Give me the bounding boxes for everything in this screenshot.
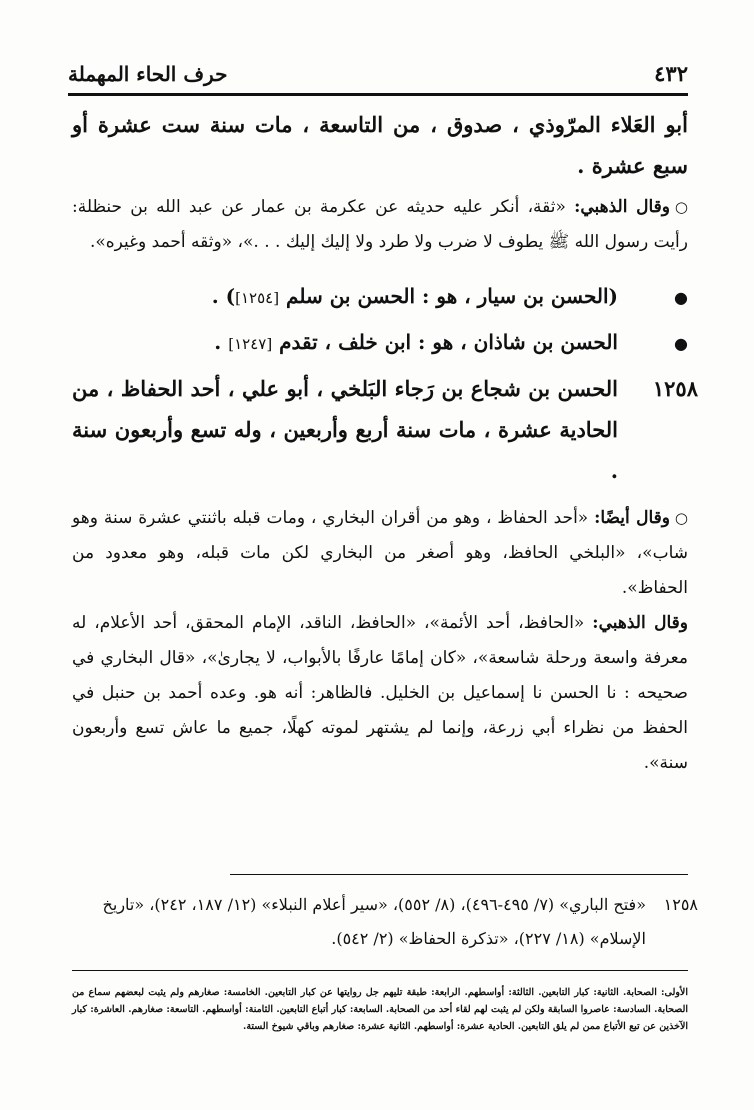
dhahabi-quote-1 <box>72 190 688 260</box>
cross-ref-number: [١٢٤٧] <box>228 335 273 353</box>
footnote-separator <box>230 874 688 875</box>
circle-icon: ○ <box>674 509 689 527</box>
quote-text: «الحافظ، أحد الأئمة»، «الحافظ، الناقد، الإمام المحقق، أحد الأعلام، له معرفة واسعة ورحلة شاسعة»، «كان إمامًا عارفًا بالأبواب، لا يجارىٰ»، «قال البخاري في صحيحه : نا الحسن نا إسماعيل بن الخليل. فالظاهر: أنه هو. وعده أحمد بن حنبل في الحفظ من نظراء أبي زرعة، وإنما لم يشتهر لموته كهلًا، جميع ما عاش تسع وأربعون سنة». <box>72 613 688 773</box>
page-number: ٤٣٢ <box>654 61 688 86</box>
footnote-text: «فتح الباري» (٧/ ٤٩٥-٤٩٦)، (٨/ ٥٥٢)، «سير أعلام النبلاء» (١٢/ ١٨٧، ٢٤٢)، «تاريخ الإسلام» (١٨/ ٢٢٧)، «تذكرة الحفاظ» (٢/ ٥٤٢). <box>102 895 646 948</box>
footnote-number: ١٢٥٨ <box>663 895 698 914</box>
circle-icon: ○ <box>674 198 688 216</box>
quote-label: وقال أيضًا: <box>594 508 671 528</box>
quote-text: «ثقة، أنكر عليه حديثه عن عكرمة بن عمار عن عبد الله بن حنظلة: رأيت رسول الله ﷺ يطوف لا ضرب ولا طرد ولا إليك إليك . . .»، «وثقه أحمد وغيره». <box>72 197 688 252</box>
bullet-icon: ● <box>674 334 688 353</box>
cross-ref-tail: ) . <box>211 284 236 308</box>
also-quote <box>72 501 688 606</box>
tabaqat-legend: الأولى: الصحابة. الثانية: كبار التابعين. الثالثة: أواسطهم. الرابعة: طبقة تليهم جل روايتها عن كبار التابعين. الخامسة: صغارهم ولم يثبت لبعضهم سماع من الصحابة. السادسة: عاصروا السابقة ولكن لم يثبت لهم لقاء أحد من الصحابة. السابعة: كبار أتباع التابعين. الثامنة: أواسطهم. التاسعة: صغارهم. العاشرة: كبار الآخذين عن تبع الأتباع ممن لم يلق التابعين. الحادية عشرة: أواسطهم. الثانية عشرة: صغارهم وباقي شيوخ الستة. <box>72 987 688 1032</box>
header-rule <box>68 93 688 96</box>
dhahabi-quote-2 <box>72 606 688 781</box>
bullet-icon: ● <box>674 288 688 307</box>
main-text <box>72 104 698 781</box>
cross-ref-text: (الحسن بن سيار ، هو : الحسن بن سلم <box>279 284 618 308</box>
cross-ref-number: [١٢٥٤] <box>235 289 280 307</box>
quote-label: وقال الذهبي: <box>574 197 670 217</box>
entry-continuation: أبو العَلاء المرّوذي ، صدوق ، من التاسعة ، مات سنة ست عشرة أو سبع عشرة . <box>72 112 688 178</box>
cross-ref-tail: . <box>214 330 229 354</box>
footnote-1258 <box>72 888 698 956</box>
entry-text: الحسن بن شجاع بن رَجاء البَلخي ، أبو علي ، أحد الحفاظ ، من الحادية عشرة ، مات سنة أربع وأربعين ، وله تسع وأربعون سنة . <box>72 376 618 483</box>
quote-text: «أحد الحفاظ ، وهو من أقران البخاري ، ومات قبله باثنتي عشرة سنة وهو شاب»، «البلخي الحافظ، وهو أصغر من البخاري لكن مات قبله، وهو معدود من الحفاظ». <box>72 508 688 598</box>
cross-ref-2 <box>72 320 688 366</box>
section-title: حرف الحاء المهملة <box>68 62 228 86</box>
quote-label: وقال الذهبي: <box>592 613 689 633</box>
cross-ref-text: الحسن بن شاذان ، هو : ابن خلف ، تقدم <box>272 330 618 354</box>
legend-rule <box>72 970 688 971</box>
entry-1258 <box>72 368 698 491</box>
cross-ref-1 <box>72 274 688 320</box>
entry-number: ١٢٥٨ <box>652 376 698 401</box>
running-header <box>68 52 688 86</box>
